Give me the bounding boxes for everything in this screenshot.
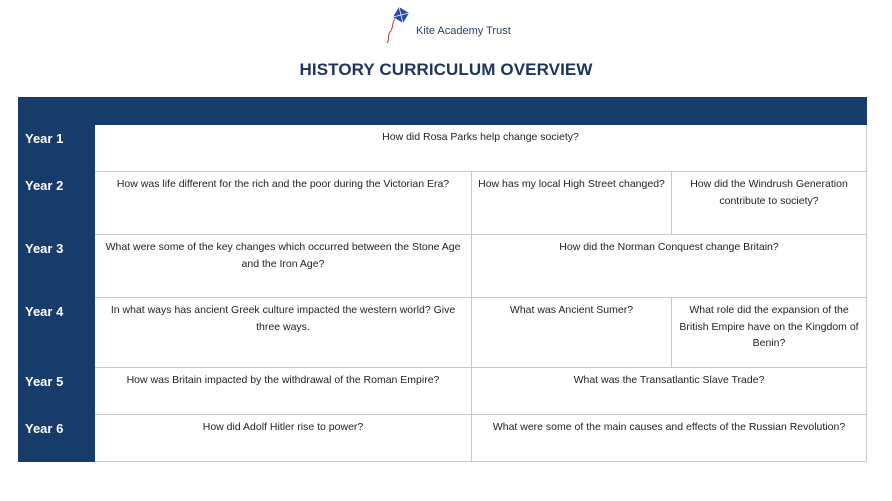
table-row-year-3 xyxy=(19,235,867,298)
topic-cell: How was Britain impacted by the withdrawal of the Roman Empire? xyxy=(95,368,472,415)
kite-academy-logo xyxy=(384,6,511,44)
table-row-year-2 xyxy=(19,172,867,235)
table-row-year-5 xyxy=(19,368,867,415)
topic-cell: How did the Norman Conquest change Britain? xyxy=(472,235,867,298)
year-label: Year 4 xyxy=(19,298,95,368)
curriculum-table xyxy=(18,97,867,462)
topic-cell: What were some of the main causes and effects of the Russian Revolution? xyxy=(472,415,867,462)
year-label: Year 3 xyxy=(19,235,95,298)
table-row-year-1 xyxy=(19,125,867,172)
logo-text: Kite Academy Trust xyxy=(416,25,511,37)
topic-cell: What was the Transatlantic Slave Trade? xyxy=(472,368,867,415)
page-title: HISTORY CURRICULUM OVERVIEW xyxy=(299,60,593,79)
topic-cell: How did Rosa Parks help change society? xyxy=(95,125,867,172)
year-label: Year 1 xyxy=(19,125,95,172)
topic-cell: What were some of the key changes which occurred between the Stone Age and the Iron Age? xyxy=(95,235,472,298)
year-label: Year 2 xyxy=(19,172,95,235)
topic-cell: In what ways has ancient Greek culture impacted the western world? Give three ways. xyxy=(95,298,472,368)
year-label: Year 5 xyxy=(19,368,95,415)
topic-cell: How was life different for the rich and the poor during the Victorian Era? xyxy=(95,172,472,235)
table-row-year-4 xyxy=(19,298,867,368)
topic-cell: How did Adolf Hitler rise to power? xyxy=(95,415,472,462)
topic-cell: What role did the expansion of the British Empire have on the Kingdom of Benin? xyxy=(672,298,867,368)
table-row-year-6 xyxy=(19,415,867,462)
year-label: Year 6 xyxy=(19,415,95,462)
kite-icon xyxy=(384,6,410,44)
topic-cell: What was Ancient Sumer? xyxy=(472,298,672,368)
table-header-band xyxy=(19,98,867,125)
topic-cell: How did the Windrush Generation contribute to society? xyxy=(672,172,867,235)
topic-cell: How has my local High Street changed? xyxy=(472,172,672,235)
